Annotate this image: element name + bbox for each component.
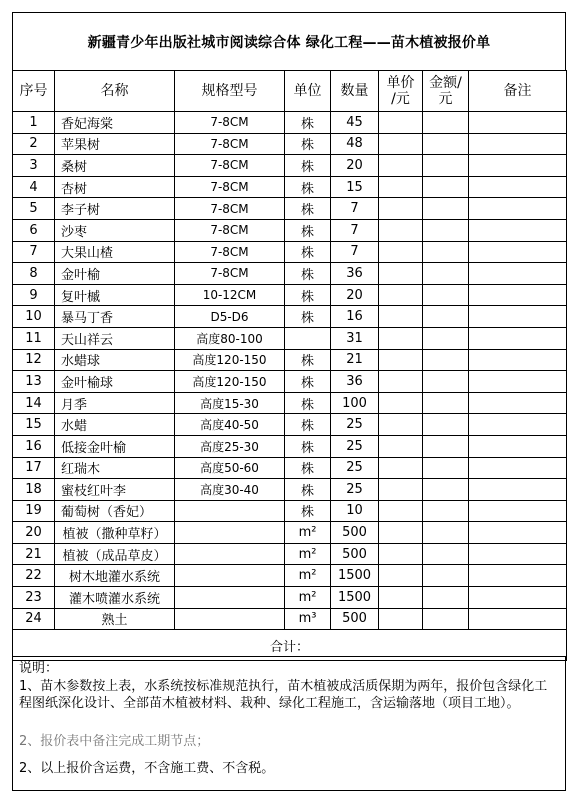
cell-qty: 45 bbox=[331, 112, 379, 134]
cell-qty: 16 bbox=[331, 306, 379, 328]
cell-seq: 19 bbox=[13, 500, 55, 522]
table-row bbox=[13, 198, 567, 220]
cell-qty: 20 bbox=[331, 284, 379, 306]
cell-seq: 16 bbox=[13, 435, 55, 457]
cell-name: 香妃海棠 bbox=[55, 112, 175, 134]
cell-price bbox=[379, 457, 423, 479]
cell-spec: 高度50-60 bbox=[175, 457, 285, 479]
table-row bbox=[13, 543, 567, 565]
cell-unit: m³ bbox=[285, 608, 331, 630]
header-spec: 规格型号 bbox=[175, 71, 285, 112]
cell-price bbox=[379, 263, 423, 285]
cell-amount bbox=[423, 500, 469, 522]
cell-remark bbox=[469, 133, 567, 155]
cell-remark bbox=[469, 219, 567, 241]
cell-name: 杏树 bbox=[55, 176, 175, 198]
cell-qty: 500 bbox=[331, 608, 379, 630]
header-seq: 序号 bbox=[13, 71, 55, 112]
cell-name: 水蜡球 bbox=[55, 349, 175, 371]
cell-seq: 6 bbox=[13, 219, 55, 241]
cell-remark bbox=[469, 392, 567, 414]
table-row bbox=[13, 284, 567, 306]
cell-seq: 14 bbox=[13, 392, 55, 414]
cell-spec: 高度120-150 bbox=[175, 349, 285, 371]
cell-price bbox=[379, 133, 423, 155]
cell-price bbox=[379, 219, 423, 241]
cell-price bbox=[379, 500, 423, 522]
cell-unit: 株 bbox=[285, 112, 331, 134]
cell-unit: 株 bbox=[285, 500, 331, 522]
cell-spec: 7-8CM bbox=[175, 219, 285, 241]
note-1: 1、苗木参数按上表，水系统按标准规范执行，苗木植被成活质保期为两年，报价包含绿化工程图纸深化设计、全部苗木植被材料、栽种、绿化工程施工，含运输落地（项目工地）。 bbox=[19, 679, 548, 711]
table-row bbox=[13, 457, 567, 479]
cell-name: 天山祥云 bbox=[55, 327, 175, 349]
cell-seq: 12 bbox=[13, 349, 55, 371]
header-price bbox=[379, 71, 423, 112]
cell-price bbox=[379, 565, 423, 587]
cell-amount bbox=[423, 241, 469, 263]
cell-unit: 株 bbox=[285, 349, 331, 371]
cell-remark bbox=[469, 414, 567, 436]
cell-seq: 10 bbox=[13, 306, 55, 328]
cell-remark bbox=[469, 479, 567, 501]
table-body bbox=[13, 112, 567, 630]
table-row bbox=[13, 263, 567, 285]
cell-unit: 株 bbox=[285, 176, 331, 198]
table-row bbox=[13, 241, 567, 263]
cell-amount bbox=[423, 176, 469, 198]
cell-qty: 7 bbox=[331, 241, 379, 263]
notes-box bbox=[12, 656, 566, 791]
table-row bbox=[13, 392, 567, 414]
table-row bbox=[13, 155, 567, 177]
cell-remark bbox=[469, 198, 567, 220]
cell-seq: 7 bbox=[13, 241, 55, 263]
cell-price bbox=[379, 435, 423, 457]
cell-price bbox=[379, 306, 423, 328]
cell-amount bbox=[423, 479, 469, 501]
table-row bbox=[13, 522, 567, 544]
cell-remark bbox=[469, 435, 567, 457]
cell-spec bbox=[175, 565, 285, 587]
cell-name: 红瑞木 bbox=[55, 457, 175, 479]
cell-name: 低接金叶榆 bbox=[55, 435, 175, 457]
cell-remark bbox=[469, 263, 567, 285]
cell-seq: 4 bbox=[13, 176, 55, 198]
table-row bbox=[13, 176, 567, 198]
cell-name: 树木地灌水系统 bbox=[55, 565, 175, 587]
cell-remark bbox=[469, 608, 567, 630]
cell-amount bbox=[423, 349, 469, 371]
cell-seq: 1 bbox=[13, 112, 55, 134]
table-row bbox=[13, 371, 567, 393]
table-header-row bbox=[13, 71, 567, 112]
cell-name: 桑树 bbox=[55, 155, 175, 177]
cell-unit: 株 bbox=[285, 133, 331, 155]
cell-spec bbox=[175, 587, 285, 609]
quotation-sheet bbox=[12, 12, 566, 789]
cell-name: 熟土 bbox=[55, 608, 175, 630]
table-row bbox=[13, 133, 567, 155]
cell-unit: 株 bbox=[285, 392, 331, 414]
cell-amount bbox=[423, 565, 469, 587]
table-row bbox=[13, 327, 567, 349]
cell-amount bbox=[423, 371, 469, 393]
cell-name: 金叶榆球 bbox=[55, 371, 175, 393]
cell-name: 暴马丁香 bbox=[55, 306, 175, 328]
cell-seq: 2 bbox=[13, 133, 55, 155]
cell-qty: 100 bbox=[331, 392, 379, 414]
cell-remark bbox=[469, 543, 567, 565]
cell-price bbox=[379, 112, 423, 134]
cell-unit: 株 bbox=[285, 219, 331, 241]
cell-remark bbox=[469, 457, 567, 479]
cell-seq: 8 bbox=[13, 263, 55, 285]
cell-seq: 24 bbox=[13, 608, 55, 630]
notes-heading: 说明： bbox=[19, 661, 59, 676]
cell-remark bbox=[469, 371, 567, 393]
table-row bbox=[13, 219, 567, 241]
cell-amount bbox=[423, 263, 469, 285]
table-row bbox=[13, 112, 567, 134]
cell-unit: 株 bbox=[285, 241, 331, 263]
table-row bbox=[13, 349, 567, 371]
cell-qty: 1500 bbox=[331, 565, 379, 587]
cell-seq: 23 bbox=[13, 587, 55, 609]
header-amount-line2: 元 bbox=[438, 91, 453, 107]
cell-remark bbox=[469, 241, 567, 263]
cell-qty: 7 bbox=[331, 219, 379, 241]
cell-qty: 36 bbox=[331, 263, 379, 285]
header-price-line2: /元 bbox=[391, 91, 410, 107]
cell-name: 月季 bbox=[55, 392, 175, 414]
cell-remark bbox=[469, 565, 567, 587]
cell-remark bbox=[469, 284, 567, 306]
table-row bbox=[13, 587, 567, 609]
cell-qty: 15 bbox=[331, 176, 379, 198]
cell-amount bbox=[423, 155, 469, 177]
cell-name: 苹果树 bbox=[55, 133, 175, 155]
cell-amount bbox=[423, 306, 469, 328]
table-row bbox=[13, 414, 567, 436]
cell-remark bbox=[469, 587, 567, 609]
quotation-table bbox=[12, 70, 567, 661]
cell-amount bbox=[423, 587, 469, 609]
table-row bbox=[13, 565, 567, 587]
cell-spec: 高度40-50 bbox=[175, 414, 285, 436]
cell-amount bbox=[423, 543, 469, 565]
cell-qty: 7 bbox=[331, 198, 379, 220]
cell-spec: 7-8CM bbox=[175, 112, 285, 134]
cell-spec: 高度15-30 bbox=[175, 392, 285, 414]
cell-amount bbox=[423, 414, 469, 436]
cell-unit: 株 bbox=[285, 457, 331, 479]
cell-spec: 高度120-150 bbox=[175, 371, 285, 393]
table-row bbox=[13, 435, 567, 457]
cell-spec: 10-12CM bbox=[175, 284, 285, 306]
cell-spec bbox=[175, 608, 285, 630]
cell-remark bbox=[469, 327, 567, 349]
cell-name: 复叶槭 bbox=[55, 284, 175, 306]
cell-price bbox=[379, 543, 423, 565]
cell-price bbox=[379, 608, 423, 630]
cell-price bbox=[379, 392, 423, 414]
cell-qty: 25 bbox=[331, 414, 379, 436]
table-row bbox=[13, 479, 567, 501]
cell-amount bbox=[423, 392, 469, 414]
cell-amount bbox=[423, 112, 469, 134]
title-box bbox=[12, 12, 566, 71]
cell-qty: 1500 bbox=[331, 587, 379, 609]
cell-qty: 10 bbox=[331, 500, 379, 522]
cell-qty: 25 bbox=[331, 457, 379, 479]
table-row bbox=[13, 306, 567, 328]
cell-price bbox=[379, 522, 423, 544]
cell-unit: m² bbox=[285, 587, 331, 609]
table-row bbox=[13, 500, 567, 522]
cell-unit: 株 bbox=[285, 435, 331, 457]
cell-spec: 7-8CM bbox=[175, 241, 285, 263]
cell-unit: m² bbox=[285, 543, 331, 565]
cell-remark bbox=[469, 349, 567, 371]
header-price-line1: 单价 bbox=[386, 75, 415, 91]
cell-spec: 高度80-100 bbox=[175, 327, 285, 349]
cell-amount bbox=[423, 435, 469, 457]
cell-qty: 25 bbox=[331, 479, 379, 501]
cell-name: 沙枣 bbox=[55, 219, 175, 241]
cell-spec bbox=[175, 500, 285, 522]
cell-price bbox=[379, 284, 423, 306]
cell-amount bbox=[423, 133, 469, 155]
cell-price bbox=[379, 198, 423, 220]
cell-spec: 7-8CM bbox=[175, 198, 285, 220]
cell-remark bbox=[469, 112, 567, 134]
cell-spec: 7-8CM bbox=[175, 155, 285, 177]
cell-spec: 7-8CM bbox=[175, 176, 285, 198]
cell-qty: 25 bbox=[331, 435, 379, 457]
cell-seq: 22 bbox=[13, 565, 55, 587]
header-amount-line1: 金额/ bbox=[429, 75, 462, 91]
cell-unit: 株 bbox=[285, 479, 331, 501]
cell-name: 蜜枝红叶李 bbox=[55, 479, 175, 501]
cell-price bbox=[379, 587, 423, 609]
cell-remark bbox=[469, 155, 567, 177]
header-name: 名称 bbox=[55, 71, 175, 112]
header-qty: 数量 bbox=[331, 71, 379, 112]
cell-spec: 7-8CM bbox=[175, 263, 285, 285]
cell-spec: D5-D6 bbox=[175, 306, 285, 328]
cell-unit: 株 bbox=[285, 198, 331, 220]
cell-amount bbox=[423, 522, 469, 544]
cell-qty: 500 bbox=[331, 522, 379, 544]
cell-remark bbox=[469, 306, 567, 328]
cell-name: 植被（成品草皮） bbox=[55, 543, 175, 565]
cell-name: 水蜡 bbox=[55, 414, 175, 436]
cell-seq: 21 bbox=[13, 543, 55, 565]
cell-remark bbox=[469, 176, 567, 198]
cell-amount bbox=[423, 608, 469, 630]
cell-price bbox=[379, 176, 423, 198]
cell-qty: 48 bbox=[331, 133, 379, 155]
cell-price bbox=[379, 414, 423, 436]
cell-name: 金叶榆 bbox=[55, 263, 175, 285]
cell-unit: 株 bbox=[285, 263, 331, 285]
cell-amount bbox=[423, 457, 469, 479]
cell-seq: 17 bbox=[13, 457, 55, 479]
cell-spec bbox=[175, 543, 285, 565]
cell-unit bbox=[285, 327, 331, 349]
cell-name: 大果山楂 bbox=[55, 241, 175, 263]
cell-unit: 株 bbox=[285, 414, 331, 436]
cell-amount bbox=[423, 219, 469, 241]
cell-spec: 高度30-40 bbox=[175, 479, 285, 501]
note-2: 2、报价表中备注完成工期节点； bbox=[19, 734, 210, 749]
cell-price bbox=[379, 349, 423, 371]
cell-unit: m² bbox=[285, 522, 331, 544]
table-row bbox=[13, 608, 567, 630]
cell-remark bbox=[469, 500, 567, 522]
note-3: 2、以上报价含运费，不含施工费、不含税。 bbox=[19, 761, 275, 776]
cell-seq: 20 bbox=[13, 522, 55, 544]
cell-amount bbox=[423, 198, 469, 220]
cell-unit: 株 bbox=[285, 284, 331, 306]
cell-price bbox=[379, 327, 423, 349]
cell-qty: 36 bbox=[331, 371, 379, 393]
cell-name: 灌木喷灌水系统 bbox=[55, 587, 175, 609]
cell-seq: 9 bbox=[13, 284, 55, 306]
cell-unit: 株 bbox=[285, 306, 331, 328]
page-title: 新疆青少年出版社城市阅读综合体 绿化工程——苗木植被报价单 bbox=[87, 35, 491, 51]
total-label: 合计： bbox=[269, 639, 309, 655]
cell-seq: 15 bbox=[13, 414, 55, 436]
header-unit: 单位 bbox=[285, 71, 331, 112]
cell-seq: 18 bbox=[13, 479, 55, 501]
cell-unit: 株 bbox=[285, 371, 331, 393]
cell-spec: 高度25-30 bbox=[175, 435, 285, 457]
cell-unit: 株 bbox=[285, 155, 331, 177]
cell-qty: 21 bbox=[331, 349, 379, 371]
cell-remark bbox=[469, 522, 567, 544]
cell-spec bbox=[175, 522, 285, 544]
cell-name: 植被（撒种草籽） bbox=[55, 522, 175, 544]
cell-name: 李子树 bbox=[55, 198, 175, 220]
cell-seq: 11 bbox=[13, 327, 55, 349]
cell-amount bbox=[423, 327, 469, 349]
cell-price bbox=[379, 241, 423, 263]
cell-price bbox=[379, 371, 423, 393]
cell-qty: 500 bbox=[331, 543, 379, 565]
cell-spec: 7-8CM bbox=[175, 133, 285, 155]
cell-price bbox=[379, 479, 423, 501]
cell-seq: 5 bbox=[13, 198, 55, 220]
header-remark: 备注 bbox=[469, 71, 567, 112]
cell-amount bbox=[423, 284, 469, 306]
cell-price bbox=[379, 155, 423, 177]
cell-name: 葡萄树（香妃） bbox=[55, 500, 175, 522]
cell-seq: 3 bbox=[13, 155, 55, 177]
cell-qty: 20 bbox=[331, 155, 379, 177]
header-amount bbox=[423, 71, 469, 112]
cell-unit: m² bbox=[285, 565, 331, 587]
cell-seq: 13 bbox=[13, 371, 55, 393]
cell-qty: 31 bbox=[331, 327, 379, 349]
